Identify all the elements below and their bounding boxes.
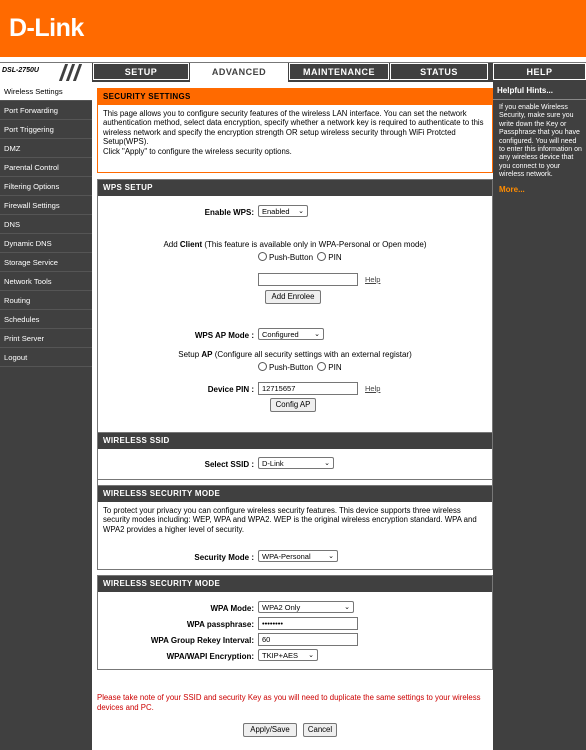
slash-decoration: [73, 64, 82, 81]
tab-help[interactable]: HELP: [493, 63, 586, 80]
device-pin-label: Device PIN :: [207, 385, 254, 394]
wpa-settings-section: [97, 575, 493, 670]
help-panel: [493, 82, 586, 750]
setup-ap-radios: [258, 362, 342, 372]
select-ssid-value: D-Link: [262, 459, 284, 468]
security-apply-hint: Click "Apply" to configure the wireless security options.: [103, 146, 292, 156]
apply-save-button[interactable]: Apply/Save: [243, 723, 297, 737]
model-label: DSL-2750U: [2, 67, 39, 74]
security-mode-text: To protect your privacy you can configure wireless security features. This device supports three wireless security modes including: WEP, WPA and WPA2. WEP is the original wireless encryption standard. WPA and WPA2 provides a higher level of security.: [98, 502, 492, 538]
setup-ap-bold: AP: [201, 350, 213, 359]
help-text: If you enable Wireless Security, make sure you write down the Key or Passphrase that you have configured. You will need to enter this information on any wireless device that you connect to your wireless network.: [499, 104, 582, 179]
push-button-label: Push-Button: [269, 253, 314, 262]
device-pin-input[interactable]: 12715657: [258, 382, 358, 395]
sidebar: [0, 82, 92, 750]
setup-ap-label: [98, 350, 492, 359]
wpa-passphrase-label: WPA passphrase:: [186, 620, 254, 629]
top-tabs: [93, 63, 586, 82]
rekey-interval-label: WPA Group Rekey Interval:: [150, 636, 254, 645]
security-mode-select[interactable]: [258, 550, 338, 562]
setup-ap-post: (Configure all security settings with an external registar): [212, 350, 412, 359]
tab-setup[interactable]: SETUP: [93, 63, 189, 80]
wps-ap-mode-value: Configured: [262, 330, 299, 339]
chevron-down-icon: ⌄: [328, 553, 334, 560]
sidebar-item-logout[interactable]: Logout: [0, 348, 92, 367]
add-client-label: [98, 240, 492, 249]
select-ssid-label: Select SSID :: [204, 460, 254, 469]
sidebar-item-wireless-settings[interactable]: Wireless Settings: [0, 82, 92, 101]
setup-ap-pre: Setup: [178, 350, 202, 359]
security-mode-value: WPA-Personal: [262, 552, 311, 561]
security-description: This page allows you to configure security features of the wireless LAN interface. You can set the network authentication method, select data encryption, specify whether a network key is required to authenticate to this wireless network and specify the encryption strength OR setup wireless security through WiFi Protcted Setup(WPS).: [103, 109, 484, 147]
pin-radio[interactable]: [317, 252, 326, 261]
wps-ap-mode-label: WPS AP Mode :: [194, 331, 254, 340]
security-settings-text: [98, 105, 492, 160]
wps-ap-mode-select[interactable]: [258, 328, 324, 340]
wpa-mode-value: WPA2 Only: [262, 603, 301, 612]
wireless-ssid-section: [97, 432, 493, 480]
sidebar-item-dmz[interactable]: DMZ: [0, 139, 92, 158]
wpa-mode-label: WPA Mode:: [210, 604, 254, 613]
security-mode-label: Security Mode :: [194, 553, 254, 562]
security-mode-title: WIRELESS SECURITY MODE: [98, 486, 492, 502]
header-bar: [0, 0, 586, 57]
sidebar-item-dynamic-dns[interactable]: Dynamic DNS: [0, 234, 92, 253]
wpa-mode-select[interactable]: [258, 601, 354, 613]
wps-setup-title: WPS SETUP: [98, 180, 492, 196]
pin-label: PIN: [328, 363, 342, 372]
chevron-down-icon: ⌄: [344, 604, 350, 611]
chevron-down-icon: ⌄: [308, 652, 314, 659]
chevron-down-icon: ⌄: [314, 331, 320, 338]
cancel-button[interactable]: Cancel: [303, 723, 337, 737]
pin-label: PIN: [328, 253, 342, 262]
chevron-down-icon: ⌄: [298, 208, 304, 215]
sidebar-item-port-triggering[interactable]: Port Triggering: [0, 120, 92, 139]
sidebar-item-parental-control[interactable]: Parental Control: [0, 158, 92, 177]
dlink-logo: D-Link: [9, 14, 84, 42]
add-client-post: (This feature is available only in WPA-Personal or Open mode): [202, 240, 427, 249]
client-pin-input[interactable]: [258, 273, 358, 286]
rekey-interval-input[interactable]: 60: [258, 633, 358, 646]
push-button-radio[interactable]: [258, 252, 267, 261]
add-client-help-link[interactable]: Help: [365, 275, 381, 284]
pin-radio[interactable]: [317, 362, 326, 371]
add-enrollee-button[interactable]: Add Enrolee: [265, 290, 321, 304]
wpa-settings-title: WIRELESS SECURITY MODE: [98, 576, 492, 592]
security-mode-section: [97, 485, 493, 570]
model-box: [0, 63, 92, 83]
sidebar-item-routing[interactable]: Routing: [0, 291, 92, 310]
add-client-bold: Client: [179, 240, 203, 249]
wpa-passphrase-input[interactable]: ••••••••: [258, 617, 358, 630]
push-button-radio[interactable]: [258, 362, 267, 371]
select-ssid-dropdown[interactable]: [258, 457, 334, 469]
wpa-encryption-value: TKIP+AES: [262, 651, 299, 660]
tab-advanced[interactable]: ADVANCED: [190, 63, 288, 82]
sidebar-item-filtering-options[interactable]: Filtering Options: [0, 177, 92, 196]
enable-wps-value: Enabled: [262, 207, 290, 216]
sidebar-item-port-forwarding[interactable]: Port Forwarding: [0, 101, 92, 120]
ssid-key-note: Please take note of your SSID and security Key as you will need to duplicate the same settings to your wireless devices and PC.: [97, 693, 481, 712]
sidebar-item-print-server[interactable]: Print Server: [0, 329, 92, 348]
sidebar-item-dns[interactable]: DNS: [0, 215, 92, 234]
security-settings-section: [97, 88, 493, 173]
sidebar-item-storage-service[interactable]: Storage Service: [0, 253, 92, 272]
tab-status[interactable]: STATUS: [390, 63, 488, 80]
push-button-label: Push-Button: [269, 363, 314, 372]
sidebar-item-network-tools[interactable]: Network Tools: [0, 272, 92, 291]
sidebar-item-schedules[interactable]: Schedules: [0, 310, 92, 329]
wireless-ssid-title: WIRELESS SSID: [98, 433, 492, 449]
enable-wps-label: Enable WPS:: [204, 208, 254, 217]
config-ap-button[interactable]: Config AP: [270, 398, 316, 412]
help-more-link[interactable]: More...: [499, 184, 525, 194]
wpa-encryption-label: WPA/WAPI Encryption:: [166, 652, 254, 661]
add-client-radios: [258, 252, 342, 262]
help-title: Helpful Hints...: [493, 82, 586, 100]
security-settings-title: SECURITY SETTINGS: [98, 89, 492, 105]
enable-wps-select[interactable]: [258, 205, 308, 217]
device-pin-help-link[interactable]: Help: [365, 384, 381, 393]
sidebar-item-firewall-settings[interactable]: Firewall Settings: [0, 196, 92, 215]
wpa-encryption-select[interactable]: [258, 649, 318, 661]
main-content: [92, 82, 493, 750]
add-client-pre: Add: [163, 240, 180, 249]
tab-maintenance[interactable]: MAINTENANCE: [289, 63, 389, 80]
chevron-down-icon: ⌄: [324, 460, 330, 467]
